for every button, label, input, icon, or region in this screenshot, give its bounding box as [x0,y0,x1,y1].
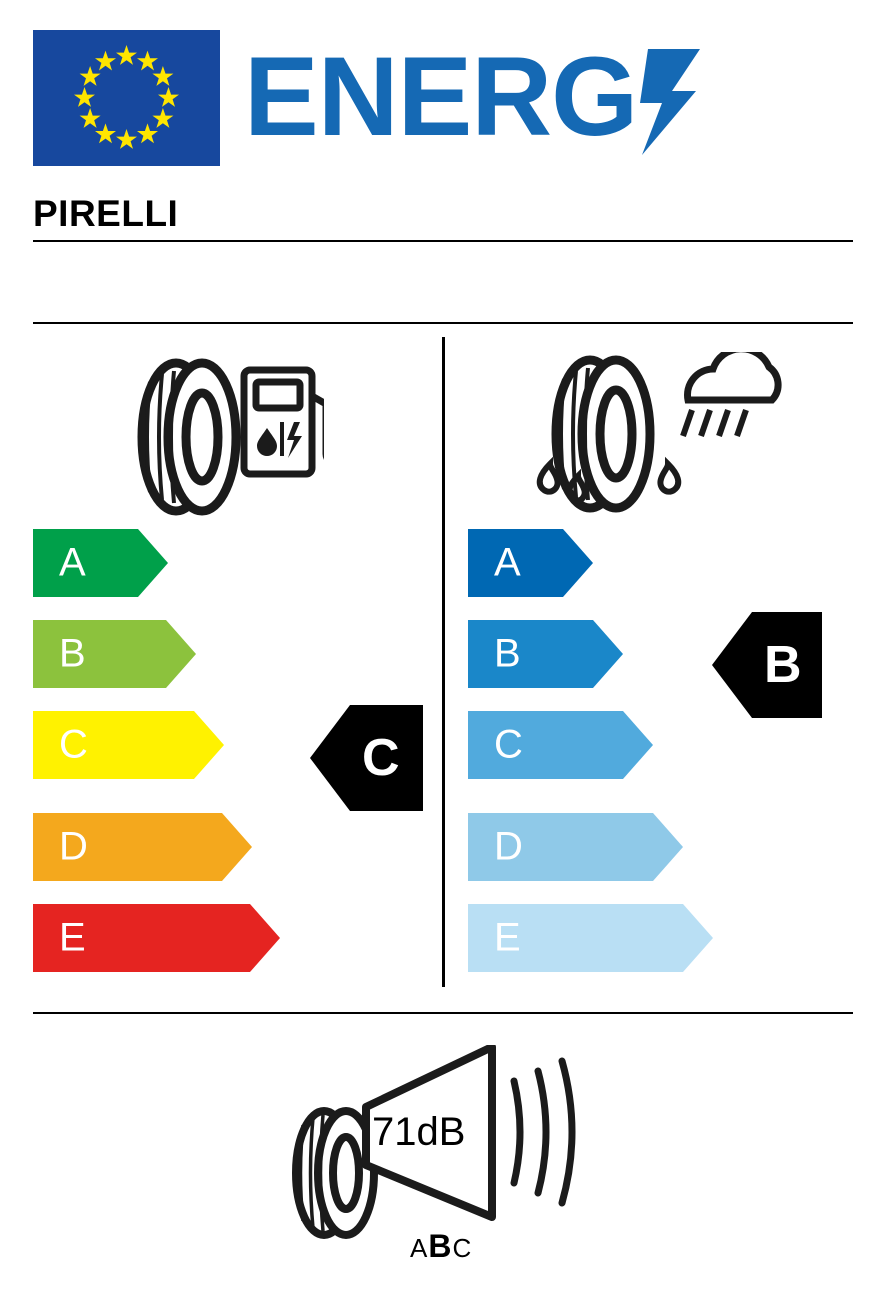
fuel-grade-letter-E: E [59,915,86,960]
tyre-rain-cloud-icon [528,352,788,522]
divider-under-brand [33,240,853,242]
noise-class-low: A [410,1233,429,1263]
wet-grade-bar-A [468,529,593,597]
fuel-result-badge [310,705,423,811]
noise-class-group [410,1228,472,1265]
wet-grade-bar-C [468,711,653,779]
fuel-grade-letter-C: C [59,722,88,767]
fuel-grade-letter-A: A [59,540,86,585]
fuel-grade-letter-D: D [59,824,88,869]
noise-value: 71dB [372,1110,466,1154]
noise-class-selected: B [428,1228,453,1264]
fuel-grade-bar-E [33,904,280,972]
brand-name: PIRELLI [33,193,179,234]
noise-class-high: C [452,1233,473,1263]
wet-grade-bar-E [468,904,713,972]
fuel-grade-bar-B [33,620,196,688]
energy-wordmark [244,47,714,157]
wet-result-letter: B [764,636,802,694]
fuel-grade-bar-C [33,711,224,779]
tyre-fuel-pump-icon [124,352,324,522]
wet-grade-letter-C: C [494,722,523,767]
divider-top-grades [33,322,853,324]
wet-grade-bar-B [468,620,623,688]
wet-grade-bar-D [468,813,683,881]
wet-grade-letter-E: E [494,915,521,960]
wet-grade-letter-D: D [494,824,523,869]
wet-grade-letter-A: A [494,540,521,585]
fuel-grade-letter-B: B [59,631,86,676]
fuel-grade-bar-A [33,529,168,597]
wet-grade-letter-B: B [494,631,521,676]
eu-flag-icon [33,30,220,166]
fuel-result-letter: C [362,729,400,787]
fuel-grade-bar-D [33,813,252,881]
divider-vertical [442,337,445,987]
wet-result-badge [712,612,822,718]
divider-above-noise [33,1012,853,1014]
svg-text:ENERG: ENERG [244,47,638,157]
